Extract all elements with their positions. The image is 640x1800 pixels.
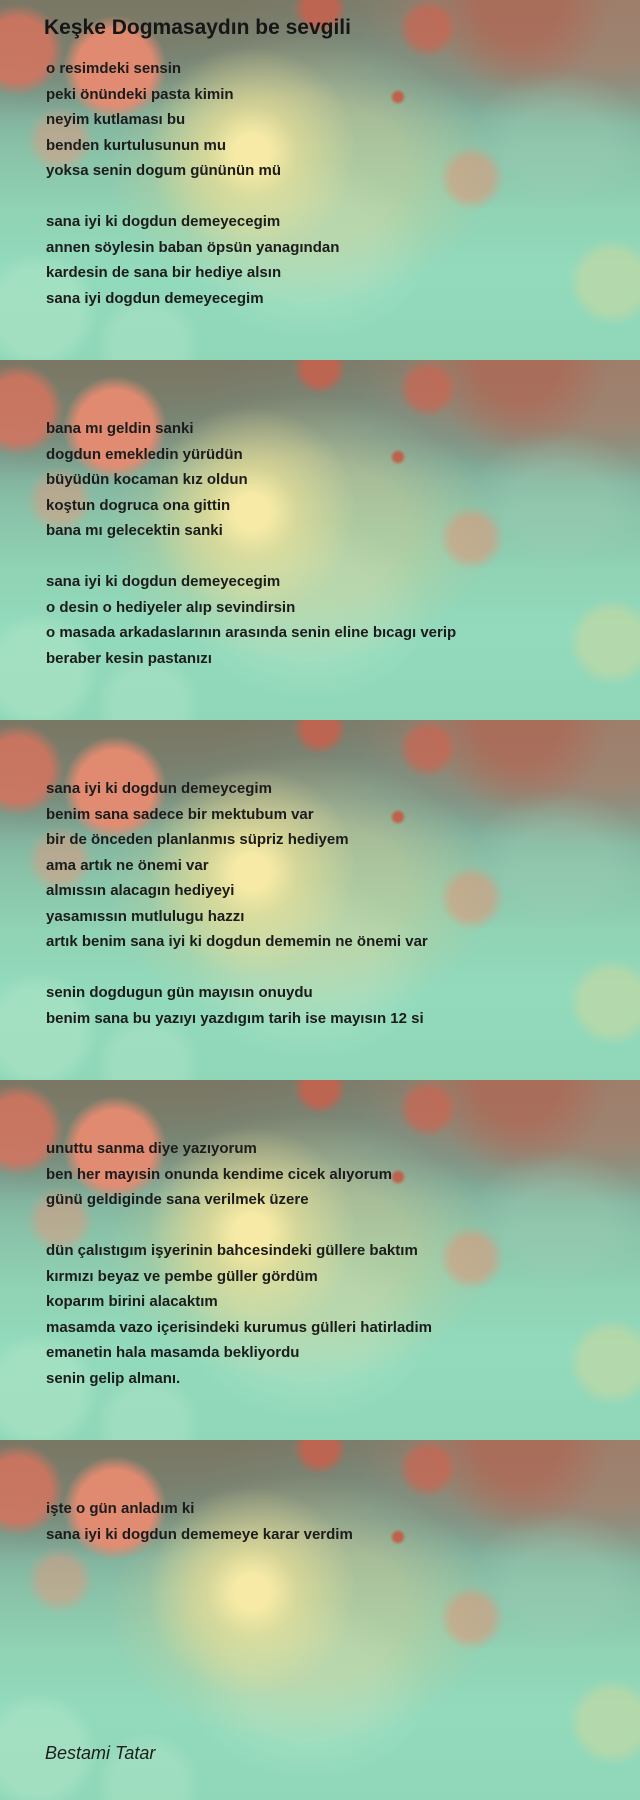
poem-line: sana iyi ki dogdun demeyecegim [46,213,281,230]
poem-line: o desin o hediyeler alıp sevindirsin [46,598,296,616]
poem-line: peki önündeki pasta kimin [46,85,234,103]
poem-line: bir de önceden planlanmıs süpriz hediyem [46,831,349,848]
poem-line: sana iyi ki dogdun demeycegim [46,780,272,797]
poem-line: senin dogdugun gün mayısın onuydu [46,984,313,1001]
poem-line [46,184,624,210]
poem-line: dogdun emekledin yürüdün [46,445,243,463]
poem-line: o resimdeki sensin [46,60,182,77]
poem-line: yoksa senin dogum gününün mü [46,162,282,179]
poem-line: yasamıssın mutlulugu hazzı [46,907,245,925]
poem-section [46,776,624,1031]
poem-line: sana iyi dogdun demeyecegim [46,289,264,307]
poem-line: ama artık ne önemi var [46,856,209,874]
poem-line: işte o gün anladım ki [46,1500,195,1517]
poem-line: beraber kesin pastanızı [46,649,212,667]
poem-line: büyüdün kocaman kız oldun [46,471,248,488]
poem-line: benim sana bu yazıyı yazdıgım tarih ise mayısın 12 si [46,1009,424,1027]
poem-section [46,416,624,671]
poem-line: benden kurtulusunun mu [46,136,226,154]
poem-line: artık benim sana iyi ki dogdun dememin ne önemi var [46,933,428,950]
poem-line: bana mı gelecektin sanki [46,522,223,539]
poem-line: kardesin de sana bir hediye alsın [46,264,282,281]
poem-line: dün çalıstıgım işyerinin bahcesindeki güllere baktım [46,1242,418,1259]
poem-line: benim sana sadece bir mektubum var [46,805,314,823]
poem-line: ben her mayısin onunda kendime cicek alıyorum [46,1165,392,1183]
poem-line: kırmızı beyaz ve pembe güller gördüm [46,1267,318,1285]
poem-line [46,544,624,570]
poem-section [46,56,624,311]
poem-line [46,1213,624,1239]
poem-line: o masada arkadaslarının arasında senin eline bıcagı verip [46,624,457,641]
poem-line: masamda vazo içerisindeki kurumus gülleri hatirladim [46,1318,432,1336]
poem-line: emanetin hala masamda bekliyordu [46,1344,300,1361]
poem-line [46,955,624,981]
poem-line: bana mı geldin sanki [46,420,194,437]
poem-line: koştun dogruca ona gittin [46,496,231,514]
poem-section [46,1136,624,1391]
poem-line: neyim kutlaması bu [46,111,186,128]
poem-line: sana iyi ki dogdun dememeye karar verdim [46,1525,353,1543]
poem-line: senin gelip almanı. [46,1369,181,1387]
poem-line: sana iyi ki dogdun demeyecegim [46,573,281,590]
poem-author: Bestami Tatar [45,1743,156,1763]
poem-title: Keşke Dogmasaydın be sevgili [44,16,351,39]
poem-line: unuttu sanma diye yazıyorum [46,1140,257,1157]
poem-line: almıssın alacagın hediyeyi [46,882,235,899]
poem-section [46,1496,624,1547]
poem-line: annen söylesin baban öpsün yanagından [46,238,340,256]
poem-line: koparım birini alacaktım [46,1293,218,1310]
poem-line: günü geldiginde sana verilmek üzere [46,1191,309,1208]
